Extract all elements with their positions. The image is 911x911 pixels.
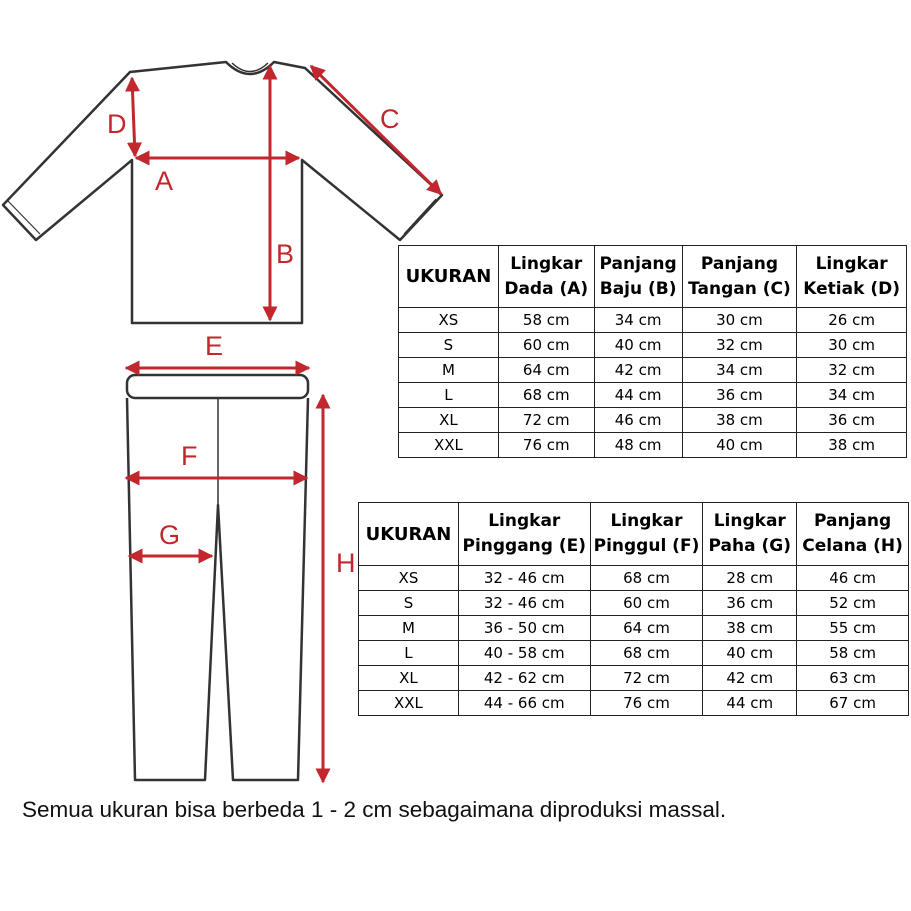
measurement-cell: 42 - 62 cm (458, 666, 590, 691)
measurement-cell: 68 cm (590, 641, 703, 666)
label-e: E (205, 331, 224, 361)
measurement-cell: 32 cm (797, 358, 907, 383)
header-line: Celana (H) (802, 536, 903, 556)
measurement-cell: 32 - 46 cm (458, 591, 590, 616)
size-cell: M (399, 358, 499, 383)
label-c: C (380, 104, 400, 134)
measurement-cell: 26 cm (797, 308, 907, 333)
size-cell: XS (359, 566, 459, 591)
measurement-cell: 44 - 66 cm (458, 691, 590, 716)
header-line: Lingkar (815, 253, 888, 274)
table-row (359, 641, 909, 666)
measurement-cell: 48 cm (594, 433, 682, 458)
measurement-cell: 68 cm (498, 383, 594, 408)
measurement-cell: 60 cm (498, 333, 594, 358)
measurement-cell: 40 cm (594, 333, 682, 358)
header-line: Panjang (700, 253, 778, 274)
size-cell: S (359, 591, 459, 616)
shirt-outline (3, 62, 442, 323)
table-row (359, 666, 909, 691)
header-line: Lingkar (610, 511, 683, 531)
measurement-cell: 36 cm (797, 408, 907, 433)
measurement-cell: 32 cm (682, 333, 797, 358)
measurement-cell: 38 cm (797, 433, 907, 458)
measurement-cell: 38 cm (682, 408, 797, 433)
measurement-cell: 58 cm (797, 641, 909, 666)
measurement-cell: 64 cm (590, 616, 703, 641)
measurement-cell: 36 - 50 cm (458, 616, 590, 641)
measurement-cell: 55 cm (797, 616, 909, 641)
header-line: Pinggul (F) (593, 536, 700, 556)
column-header (399, 246, 499, 308)
label-b: B (276, 239, 295, 269)
label-f: F (181, 441, 198, 471)
column-header (590, 503, 703, 566)
measurement-cell: 42 cm (594, 358, 682, 383)
table-row (399, 333, 907, 358)
header-line: Pinggang (E) (462, 536, 587, 556)
measurement-cell: 68 cm (590, 566, 703, 591)
column-header (682, 246, 797, 308)
size-cell: XXL (399, 433, 499, 458)
measurement-cell: 38 cm (703, 616, 797, 641)
measurement-cell: 60 cm (590, 591, 703, 616)
measurement-cell: 34 cm (594, 308, 682, 333)
header-line: Panjang (814, 511, 892, 531)
column-header (458, 503, 590, 566)
column-header (594, 246, 682, 308)
header-line: Lingkar (510, 253, 583, 274)
measurement-cell: 40 - 58 cm (458, 641, 590, 666)
size-cell: XXL (359, 691, 459, 716)
size-cell: XL (359, 666, 459, 691)
measurement-cell: 44 cm (703, 691, 797, 716)
size-cell: XS (399, 308, 499, 333)
label-a: A (155, 166, 174, 196)
header-line: Lingkar (713, 511, 786, 531)
size-cell: XL (399, 408, 499, 433)
column-header (498, 246, 594, 308)
measurement-cell: 36 cm (682, 383, 797, 408)
column-header (797, 246, 907, 308)
label-g: G (159, 520, 181, 550)
size-cell: L (359, 641, 459, 666)
measurement-cell: 46 cm (797, 566, 909, 591)
column-header (703, 503, 797, 566)
label-d: D (107, 109, 127, 139)
header-line: Ketiak (D) (803, 278, 900, 299)
table-row (399, 308, 907, 333)
header-line: Dada (A) (504, 278, 589, 299)
table-row (399, 433, 907, 458)
measurement-cell: 34 cm (797, 383, 907, 408)
measurement-cell: 64 cm (498, 358, 594, 383)
measurement-cell: 32 - 46 cm (458, 566, 590, 591)
measurement-cell: 58 cm (498, 308, 594, 333)
table-row (399, 408, 907, 433)
table-row (359, 591, 909, 616)
measurement-cell: 44 cm (594, 383, 682, 408)
size-note: Semua ukuran bisa berbeda 1 - 2 cm sebagaimana diproduksi massal. (22, 797, 727, 822)
table-row (359, 616, 909, 641)
measurement-cell: 67 cm (797, 691, 909, 716)
label-h: H (336, 548, 356, 578)
measurement-cell: 72 cm (590, 666, 703, 691)
header-line: Panjang (599, 253, 677, 274)
table-row (359, 566, 909, 591)
top-size-table (398, 245, 907, 458)
size-cell: S (399, 333, 499, 358)
measurement-cell: 76 cm (498, 433, 594, 458)
measurement-cell: 40 cm (682, 433, 797, 458)
measurement-cell: 40 cm (703, 641, 797, 666)
header-line: Baju (B) (599, 278, 677, 299)
header-line: Tangan (C) (688, 278, 791, 299)
measurement-cell: 28 cm (703, 566, 797, 591)
header-line: Paha (G) (708, 536, 791, 556)
table-header-row (399, 246, 907, 308)
pants-outline (127, 375, 308, 780)
size-cell: M (359, 616, 459, 641)
measurement-cell: 34 cm (682, 358, 797, 383)
measurement-cell: 36 cm (703, 591, 797, 616)
header-line: Lingkar (488, 511, 561, 531)
size-cell: L (399, 383, 499, 408)
table-row (359, 691, 909, 716)
measurement-cell: 72 cm (498, 408, 594, 433)
table-row (399, 358, 907, 383)
bottom-size-table (358, 502, 909, 716)
measurement-cell: 63 cm (797, 666, 909, 691)
header-line: UKURAN (405, 266, 492, 287)
measurement-cell: 46 cm (594, 408, 682, 433)
arrow-c (311, 66, 441, 194)
column-header (797, 503, 909, 566)
measurement-cell: 30 cm (682, 308, 797, 333)
header-line: UKURAN (365, 523, 452, 545)
measurement-cell: 42 cm (703, 666, 797, 691)
column-header (359, 503, 459, 566)
measurement-cell: 76 cm (590, 691, 703, 716)
table-header-row (359, 503, 909, 566)
measurement-cell: 52 cm (797, 591, 909, 616)
table-row (399, 383, 907, 408)
arrow-d (132, 78, 135, 156)
measurement-cell: 30 cm (797, 333, 907, 358)
